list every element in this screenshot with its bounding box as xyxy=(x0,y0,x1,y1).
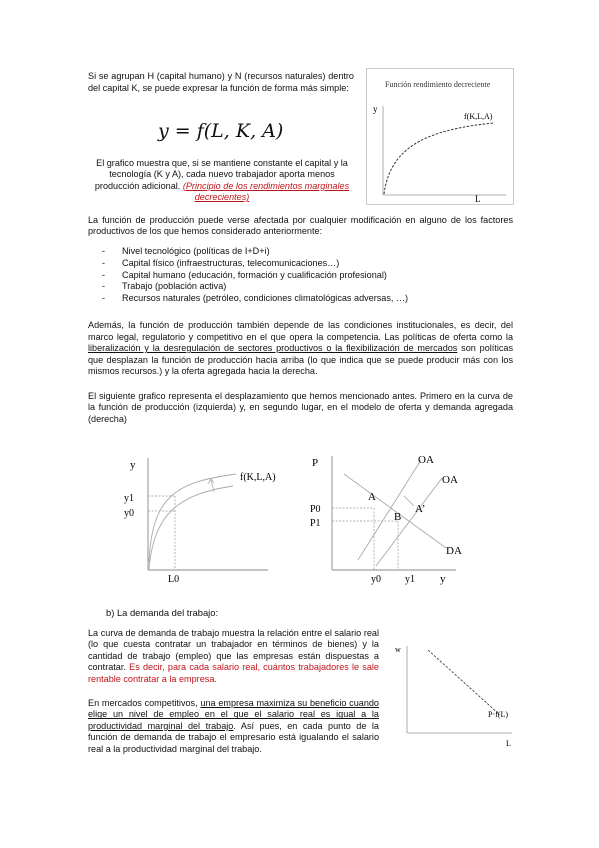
figure-aggregate-supply-demand xyxy=(306,448,486,592)
list-item: - Trabajo (población activa) xyxy=(102,281,512,293)
fig1-title: Función rendimiento decreciente xyxy=(385,80,491,89)
fig1-curve-label: f(K,L,A) xyxy=(464,112,493,121)
graph-description xyxy=(86,158,358,204)
fig3-OA-lower: OA xyxy=(442,474,458,486)
graph-intro-paragraph: El siguiente grafico representa el desplazamiento que hemos mencionado antes. Primero en la curva de la función de producción (izquierda) y, en segundo lugar, en el modelo de oferta y demanda agregada (derecha) xyxy=(88,391,513,424)
fig3-DA-label: DA xyxy=(446,545,462,557)
production-equation: y = f(L, K, A) xyxy=(158,120,284,142)
list-item: - Capital humano (educación, formación y cualificación profesional) xyxy=(102,270,512,282)
fig2-curve-initial xyxy=(149,486,233,569)
fig2-y1-label: y1 xyxy=(124,493,134,504)
list-item: - Recursos naturales (petróleo, condiciones climatológicas adversas, …) xyxy=(102,293,512,305)
labour-demand-highlight: Es decir, para cada salario real, cuántos trabajadores le sale rentable contratar a la empresa. xyxy=(88,662,379,684)
labour-demand-paragraph xyxy=(88,628,379,685)
supply-demand-chart xyxy=(306,448,486,592)
institutional-text-1: Además, la función de producción también depende de las condiciones institucionales, es decir, del marco legal, regulatorio y competitivo en el que opera la competencia. Las políticas de oferta como la xyxy=(88,320,513,342)
fig2-y0-label: y0 xyxy=(124,508,134,519)
diminishing-returns-link[interactable]: (Principio de los rendimientos marginales decrecientes) xyxy=(182,180,350,203)
section-b-heading: b) La demanda del trabajo: xyxy=(106,607,219,618)
labour-demand-chart xyxy=(390,632,520,752)
list-item: - Nivel tecnológico (políticas de I+D+i) xyxy=(102,246,512,258)
factors-paragraph: La función de producción puede verse afectada por cualquier modificación en alguno de los factores productivos de los que hemos considerado anteriormente: xyxy=(88,215,513,237)
fig4-L-label: L xyxy=(506,739,511,748)
fig4-w-label: w xyxy=(395,645,401,654)
fig4-curve-label: P·f(L) xyxy=(488,710,508,719)
institutional-underlined: liberalización y la desregulación de sectores productivos o la flexibilización de mercados xyxy=(88,343,458,354)
diminishing-returns-chart xyxy=(366,68,514,205)
fig3-supply-initial xyxy=(358,460,421,560)
figure-diminishing-returns xyxy=(366,68,514,205)
fig4-demand-curve xyxy=(428,650,500,715)
list-item: - Capital físico (infraestructuras, telecomunicaciones…) xyxy=(102,258,512,270)
intro-paragraph: Si se agrupan H (capital humano) y N (recursos naturales) dentro del capital K, se puede expresar la función de forma más simple: xyxy=(88,71,354,93)
fig3-point-A: A xyxy=(368,491,376,503)
fig3-P-label: P xyxy=(312,457,319,469)
factors-list xyxy=(102,246,512,305)
fig3-OA-upper: OA xyxy=(418,454,434,466)
labour-demand-text: La curva de demanda de trabajo muestra la relación entre el salario real (lo que cuesta contratar un trabajador en términos de bienes) y la cantidad de trabajo (empleo) que las empresas están dispuestas a contratar. xyxy=(88,628,379,673)
institutional-paragraph xyxy=(88,320,513,378)
fig3-supply-shifted xyxy=(376,478,442,566)
institutional-text-2: son políticas que desplazan la función de producción hacia arriba (lo que indica que se puede producir más con los mismos recursos.) y la oferta agregada hacia la derecha. xyxy=(88,343,513,377)
graph-description-text: El grafico muestra que, si se mantiene constante el capital y la tecnología (K y A), cada nuevo trabajador aporta menos producción adicional. xyxy=(94,158,348,191)
fig3-P0-label: P0 xyxy=(310,504,321,515)
competitive-text-2: . Así pues, en cada punto de la función de demanda de trabajo el empresario está igualando el salario real a la productividad marginal del trabajo. xyxy=(88,720,379,754)
fig3-point-B: B xyxy=(394,511,402,523)
fig2-L0-label: L0 xyxy=(168,574,180,585)
fig1-y-label: y xyxy=(373,104,378,114)
fig3-y1-label: y1 xyxy=(405,574,415,585)
fig3-shift-arrow xyxy=(404,496,414,506)
competitive-underlined: una empresa maximiza su beneficio cuando elige un nivel de empleo en el que el salario real es igual a la productividad marginal del trabajo xyxy=(88,698,379,731)
fig2-y-label: y xyxy=(130,459,136,471)
fig2-curve-label: f(K,L,A) xyxy=(240,472,276,483)
production-shift-chart xyxy=(118,452,278,592)
competitive-text-1: En mercados competitivos, xyxy=(88,698,198,708)
fig3-y-label: y xyxy=(440,573,446,585)
competitive-markets-paragraph xyxy=(88,698,379,755)
fig3-P1-label: P1 xyxy=(310,518,321,529)
figure-production-shift xyxy=(118,452,278,592)
fig3-point-A2: A’ xyxy=(415,503,426,515)
fig2-curve-shifted xyxy=(149,474,236,562)
fig3-y0-label: y0 xyxy=(371,574,381,585)
figure-labour-demand xyxy=(390,632,520,752)
fig1-x-label: L xyxy=(475,194,481,204)
